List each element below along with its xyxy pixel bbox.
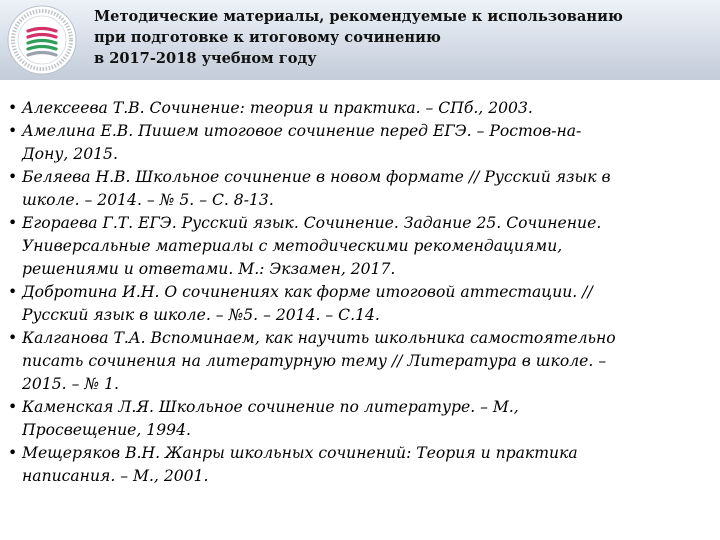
reference-text [22,97,708,120]
reference-line: 2015. – № 1. [22,375,119,393]
slide-title-line: в 2017-2018 учебном году [94,50,317,67]
bullet-icon: • [8,444,18,462]
header-band [0,0,720,80]
reference-item [8,97,708,120]
reference-text [22,442,708,488]
reference-item [8,396,708,442]
reference-line: Калганова Т.А. Вспоминаем, как научить школьника самостоятельно [22,329,616,347]
reference-line: Мещеряков В.Н. Жанры школьных сочинений: Теория и практика [22,444,578,462]
reference-line: Добротина И.Н. О сочинениях как форме итоговой аттестации. // [22,283,593,301]
reference-item [8,166,708,212]
reference-line: Амелина Е.В. Пишем итоговое сочинение перед ЕГЭ. – Ростов-на- [22,122,582,140]
reference-item [8,442,708,488]
reference-list [8,97,708,488]
reference-text [22,327,708,396]
reference-text [22,120,708,166]
reference-line: Просвещение, 1994. [22,421,191,439]
bullet-icon: • [8,214,18,232]
reference-text [22,166,708,212]
bullet-icon: • [8,168,18,186]
reference-text [22,281,708,327]
bullet-icon: • [8,398,18,416]
reference-item [8,281,708,327]
reference-line: написания. – М., 2001. [22,467,209,485]
reference-line: Русский язык в школе. – №5. – 2014. – С.14. [22,306,380,324]
bullet-icon: • [8,329,18,347]
reference-line: школе. – 2014. – № 5. – С. 8-13. [22,191,274,209]
reference-line: Егораева Г.Т. ЕГЭ. Русский язык. Сочинение. Задание 25. Сочинение. [22,214,602,232]
reference-text [22,212,708,281]
reference-item [8,327,708,396]
bullet-icon: • [8,283,18,301]
reference-line: Каменская Л.Я. Школьное сочинение по литературе. – М., [22,398,519,416]
reference-line: Беляева Н.В. Школьное сочинение в новом формате // Русский язык в [22,168,611,186]
reference-text [22,396,708,442]
slide-title-line: Методические материалы, рекомендуемые к использованию [94,8,623,25]
reference-line: Алексеева Т.В. Сочинение: теория и практика. – СПб., 2003. [22,99,533,117]
bullet-icon: • [8,99,18,117]
reference-item [8,212,708,281]
reference-line: Дону, 2015. [22,145,118,163]
institute-seal-logo-icon [6,4,78,76]
reference-line: писать сочинения на литературную тему // Литература в школе. – [22,352,607,370]
reference-line: решениями и ответами. М.: Экзамен, 2017. [22,260,396,278]
reference-line: Универсальные материалы с методическими рекомендациями, [22,237,563,255]
slide-title-line: при подготовке к итоговому сочинению [94,29,441,46]
reference-item [8,120,708,166]
bullet-icon: • [8,122,18,140]
slide-title [94,6,704,69]
